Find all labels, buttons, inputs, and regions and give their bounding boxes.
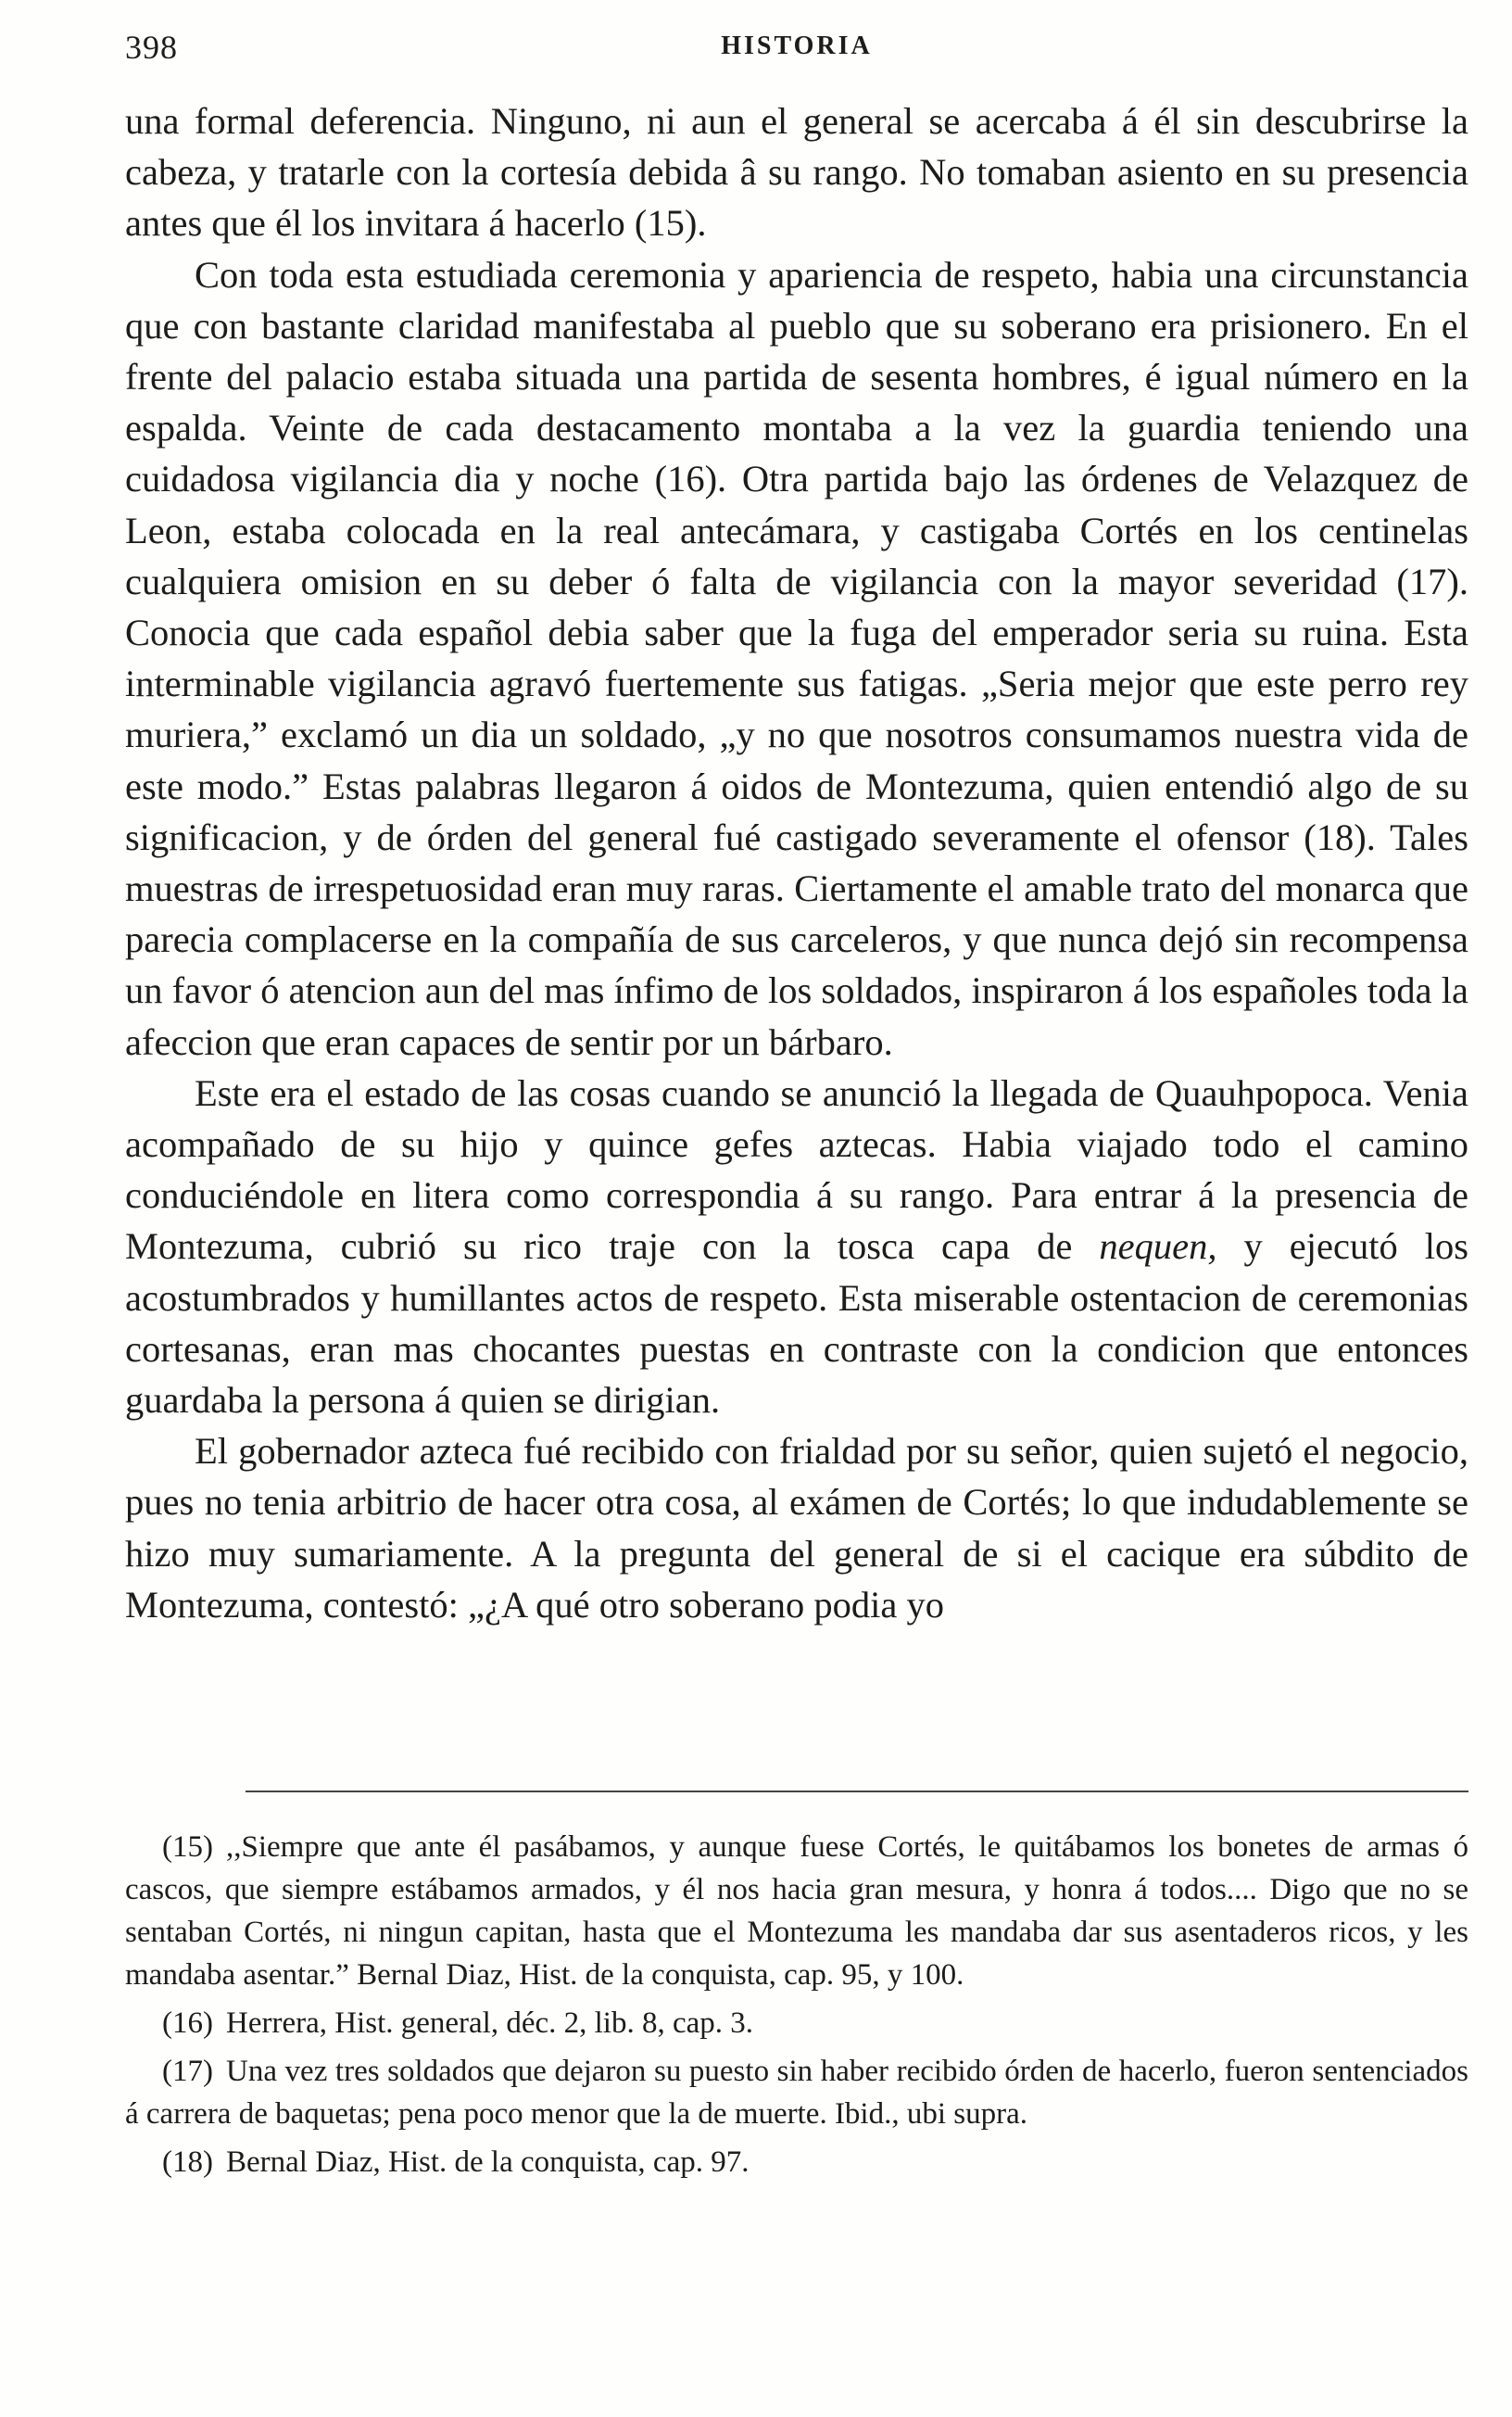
paragraph-3-text-end: y ejecutó los acostumbrados y humillantes actos de respeto. Esta miserable ostentacion de ceremonias cortesanas, eran mas chocantes puestas en contraste con la condicion que entonces guardaba la persona á quien se dirigian. xyxy=(125,1225,1468,1422)
footnote-15 xyxy=(125,1826,1468,1996)
running-head xyxy=(125,28,1468,74)
running-title: HISTORIA xyxy=(721,32,873,60)
footnote-text: Una vez tres soldados que dejaron su puesto sin haber recibido órden de hacerlo, fueron sentenciados á carrera de baquetas; pena poco menor que la de muerte. Ibid., ubi supra. xyxy=(125,2055,1468,2131)
paragraph-2: Con toda esta estudiada ceremonia y apariencia de respeto, habia una circunstancia que con bastante claridad manifestaba al pueblo que su soberano era prisionero. En el frente del palacio estaba situada una partida de sesenta hombres, é igual número en la espalda. Veinte de cada destacamento montaba a la vez la guardia teniendo una cuidadosa vigilancia dia y noche (16). Otra partida bajo las órdenes de Velazquez de Leon, estaba colocada en la real antecámara, y castigaba Cortés en los centinelas cualquiera omision en su deber ó falta de vigilancia con la mayor severidad (17). Conocia que cada español debia saber que la fuga del emperador seria su ruina. Esta interminable vigilancia agravó fuertemente sus fatigas. „Seria mejor que este perro rey muriera,” exclamó un dia un soldado, „y no que nosotros consumamos nuestra vida de este modo.” Estas palabras llegaron á oidos de Montezuma, quien entendió algo de su significacion, y de órden del general fué castigado severamente el ofensor (18). Tales muestras de irrespetuosidad eran muy raras. Ciertamente el amable trato del monarca que parecia complacerse en la compañía de sus carceleros, y que nunca dejó sin recompensa un favor ó atencion aun del mas ínfimo de los soldados, inspiraron á los españoles toda la afeccion que eran capaces de sentir por un bárbaro. xyxy=(125,253,1468,1063)
italic-term-nequen: nequen, xyxy=(1099,1225,1217,1268)
footnote-17 xyxy=(125,2050,1468,2135)
footnote-16 xyxy=(125,2002,1468,2044)
footnote-text: Bernal Diaz, Hist. de la conquista, cap. 97. xyxy=(225,2145,750,2179)
page-number: 398 xyxy=(125,29,178,66)
paragraph-3-text-start: Este era el estado de las cosas cuando se anunció la llegada de Quauhpopoca. Venia acompañado de su hijo y quince gefes aztecas. Habia viajado todo el camino conduciéndole en litera como correspondia á su rango. Para entrar á la presencia de Montezuma, cubrió su rico traje con la tosca capa de xyxy=(125,1071,1468,1268)
footnotes xyxy=(125,1826,1468,2189)
footnote-number: (15) xyxy=(162,1830,213,1864)
footnote-number: (16) xyxy=(162,2006,213,2040)
footnote-text: Herrera, Hist. general, déc. 2, lib. 8, cap. 3. xyxy=(225,2006,754,2040)
paragraph-3 xyxy=(125,1068,1468,1425)
footnote-18 xyxy=(125,2141,1468,2183)
footnote-divider xyxy=(246,1791,1468,1792)
main-text xyxy=(125,95,1468,1630)
paragraph-4: El gobernador azteca fué recibido con frialdad por su señor, quien sujetó el negocio, pues no tenia arbitrio de hacer otra cosa, al exámen de Cortés; lo que indudablemente se hizo muy sumariamente. A la pregunta del general de si el cacique era súbdito de Montezuma, contestó: „¿A qué otro soberano podia yo xyxy=(125,1430,1468,1626)
footnote-text: ,,Siempre que ante él pasábamos, y aunque fuese Cortés, le quitábamos los bonetes de armas ó cascos, que siempre estábamos armados, y él nos hacia gran mesura, y honra á todos.... Digo que no se sentaban Cortés, ni ningun capitan, hasta que el Montezuma les mandaba dar sus asentaderos ricos, y les mandaba asentar.” Bernal Diaz, Hist. de la conquista, cap. 95, y 100. xyxy=(125,1830,1468,1992)
footnote-number: (18) xyxy=(162,2145,213,2179)
footnote-number: (17) xyxy=(162,2055,213,2088)
paragraph-1: una formal deferencia. Ninguno, ni aun el general se acercaba á él sin descubrirse la cabeza, y tratarle con la cortesía debida â su rango. No tomaban asiento en su presencia antes que él los invitara á hacerlo (15). xyxy=(125,100,1468,245)
